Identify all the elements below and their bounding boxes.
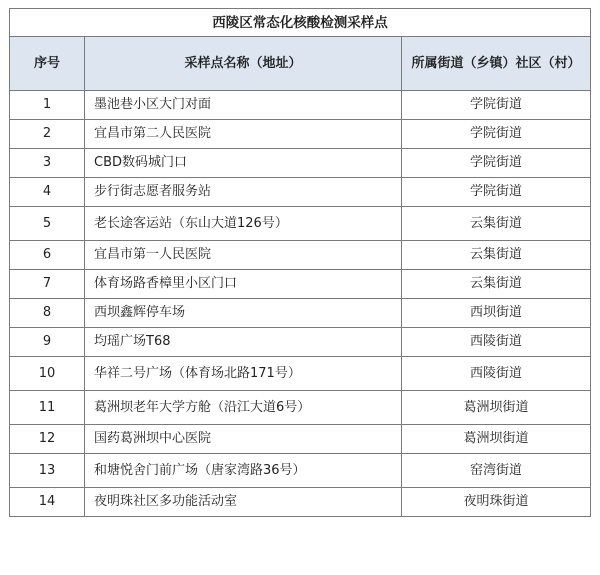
- table-row: [10, 299, 591, 328]
- row-number: 3: [10, 149, 85, 178]
- site-district: 葛洲坝街道: [402, 425, 591, 454]
- table-row: [10, 357, 591, 391]
- site-name: 宜昌市第二人民医院: [85, 120, 402, 149]
- site-district: 西陵街道: [402, 357, 591, 391]
- row-number: 6: [10, 241, 85, 270]
- row-number: 11: [10, 391, 85, 425]
- site-name: 宜昌市第一人民医院: [85, 241, 402, 270]
- row-number: 12: [10, 425, 85, 454]
- site-district: 西陵街道: [402, 328, 591, 357]
- site-district: 学院街道: [402, 120, 591, 149]
- site-name: 葛洲坝老年大学方舱（沿江大道6号）: [85, 391, 402, 425]
- site-name: 均瑶广场T68: [85, 328, 402, 357]
- table-row: [10, 328, 591, 357]
- site-name: 和塘悦舍门前广场（唐家湾路36号）: [85, 454, 402, 488]
- row-number: 1: [10, 91, 85, 120]
- site-name: 老长途客运站（东山大道126号）: [85, 207, 402, 241]
- row-number: 8: [10, 299, 85, 328]
- row-number: 4: [10, 178, 85, 207]
- site-district: 葛洲坝街道: [402, 391, 591, 425]
- column-header-name: 采样点名称（地址）: [85, 37, 402, 91]
- sampling-sites-table: [9, 8, 591, 517]
- table-row: [10, 120, 591, 149]
- site-district: 学院街道: [402, 91, 591, 120]
- site-district: 云集街道: [402, 270, 591, 299]
- row-number: 2: [10, 120, 85, 149]
- row-number: 5: [10, 207, 85, 241]
- table-row: [10, 91, 591, 120]
- table-row: [10, 425, 591, 454]
- site-district: 窑湾街道: [402, 454, 591, 488]
- site-name: 夜明珠社区多功能活动室: [85, 488, 402, 517]
- table-row: [10, 178, 591, 207]
- site-name: 国药葛洲坝中心医院: [85, 425, 402, 454]
- column-header-district: 所属街道（乡镇）社区（村）: [402, 37, 591, 91]
- table-row: [10, 454, 591, 488]
- site-name: 步行街志愿者服务站: [85, 178, 402, 207]
- table-title: 西陵区常态化核酸检测采样点: [10, 9, 591, 37]
- column-header-no: 序号: [10, 37, 85, 91]
- table-row: [10, 270, 591, 299]
- table-row: [10, 488, 591, 517]
- site-district: 夜明珠街道: [402, 488, 591, 517]
- row-number: 9: [10, 328, 85, 357]
- table-row: [10, 241, 591, 270]
- row-number: 14: [10, 488, 85, 517]
- site-name: 体育场路香樟里小区门口: [85, 270, 402, 299]
- site-name: 华祥二号广场（体育场北路171号）: [85, 357, 402, 391]
- site-district: 云集街道: [402, 207, 591, 241]
- row-number: 10: [10, 357, 85, 391]
- site-name: 墨池巷小区大门对面: [85, 91, 402, 120]
- site-district: 西坝街道: [402, 299, 591, 328]
- row-number: 13: [10, 454, 85, 488]
- table-header-row: [10, 37, 591, 91]
- site-name: 西坝鑫辉停车场: [85, 299, 402, 328]
- table-row: [10, 149, 591, 178]
- sampling-sites-table-container: [9, 8, 590, 517]
- site-district: 学院街道: [402, 149, 591, 178]
- table-row: [10, 207, 591, 241]
- site-district: 云集街道: [402, 241, 591, 270]
- site-district: 学院街道: [402, 178, 591, 207]
- row-number: 7: [10, 270, 85, 299]
- table-row: [10, 391, 591, 425]
- table-title-row: [10, 9, 591, 37]
- site-name: CBD数码城门口: [85, 149, 402, 178]
